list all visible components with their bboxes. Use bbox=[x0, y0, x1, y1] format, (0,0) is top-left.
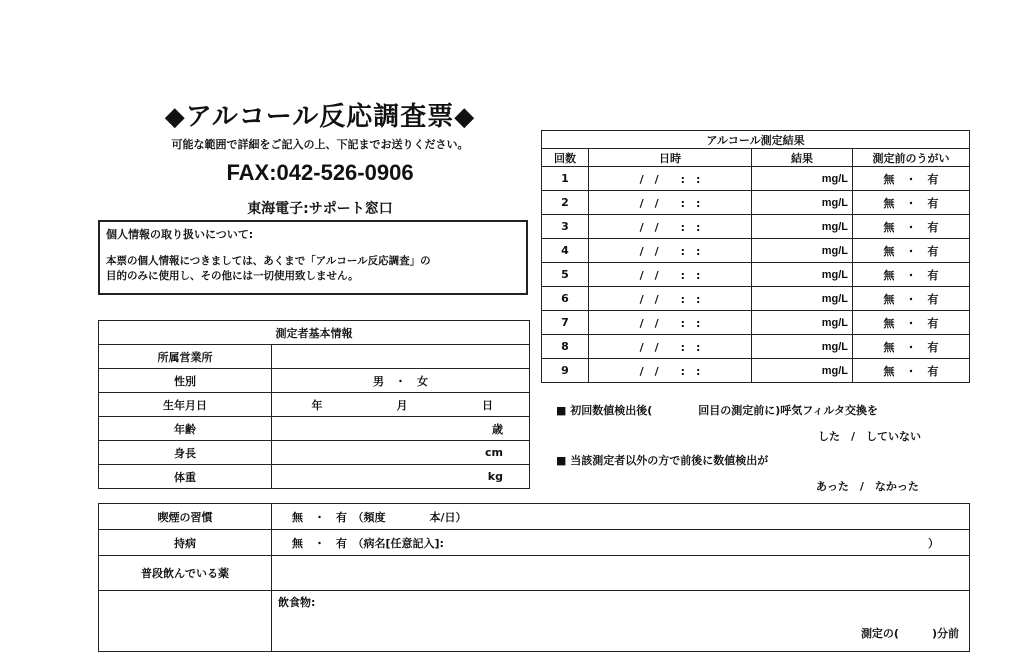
result-gargle-field[interactable]: 無 ・ 有 bbox=[853, 287, 970, 311]
filter-choice[interactable]: した / していない bbox=[818, 430, 922, 443]
other-detection-choice[interactable]: あった / なかった bbox=[816, 480, 919, 493]
result-gargle-field[interactable]: 無 ・ 有 bbox=[853, 335, 970, 359]
result-datetime-field[interactable]: / / : : bbox=[589, 311, 752, 335]
illness-value: 無 ・ 有 （病名[任意記入]: bbox=[292, 536, 444, 550]
col-result-header: 結果 bbox=[752, 149, 853, 167]
col-datetime-header: 日時 bbox=[589, 149, 752, 167]
result-value-field[interactable]: mg/L bbox=[752, 215, 853, 239]
result-value-field[interactable]: mg/L bbox=[752, 263, 853, 287]
result-value-field[interactable]: mg/L bbox=[752, 167, 853, 191]
birth-year-field[interactable]: 年 bbox=[272, 393, 363, 417]
result-row bbox=[542, 335, 970, 359]
result-count: 9 bbox=[542, 359, 589, 383]
result-datetime-field[interactable]: / / : : bbox=[589, 335, 752, 359]
result-gargle-field[interactable]: 無 ・ 有 bbox=[853, 167, 970, 191]
basic-info-table bbox=[98, 320, 530, 489]
result-row bbox=[542, 239, 970, 263]
result-datetime-field[interactable]: / / : : bbox=[589, 359, 752, 383]
smoking-field[interactable]: 無 ・ 有 （頻度 本/日） bbox=[272, 504, 970, 530]
result-row bbox=[542, 311, 970, 335]
fax-number: FAX:042-526-0906 bbox=[226, 160, 414, 185]
gender-field[interactable]: 男 ・ 女 bbox=[272, 369, 530, 393]
result-gargle-field[interactable]: 無 ・ 有 bbox=[853, 359, 970, 383]
illness-close: ） bbox=[928, 536, 939, 550]
privacy-title: 個人情報の取り扱いについて: bbox=[106, 228, 254, 241]
height-field[interactable]: cm bbox=[272, 441, 530, 465]
result-datetime-field[interactable]: / / : : bbox=[589, 215, 752, 239]
basic-info-header: 測定者基本情報 bbox=[99, 321, 530, 345]
result-count: 4 bbox=[542, 239, 589, 263]
result-count: 2 bbox=[542, 191, 589, 215]
result-gargle-field[interactable]: 無 ・ 有 bbox=[853, 263, 970, 287]
result-datetime-field[interactable]: / / : : bbox=[589, 263, 752, 287]
result-value-field[interactable]: mg/L bbox=[752, 359, 853, 383]
result-row bbox=[542, 263, 970, 287]
food-label: 飲食物: bbox=[278, 596, 316, 609]
privacy-body-line1: 本票の個人情報につきましては、あくまで「アルコール反応調査」の bbox=[106, 255, 431, 267]
weight-field[interactable]: kg bbox=[272, 465, 530, 489]
result-count: 7 bbox=[542, 311, 589, 335]
result-row bbox=[542, 191, 970, 215]
result-value-field[interactable]: mg/L bbox=[752, 191, 853, 215]
col-gargle-header: 測定前のうがい bbox=[853, 149, 970, 167]
result-datetime-field[interactable]: / / : : bbox=[589, 239, 752, 263]
habits-table bbox=[98, 503, 970, 652]
result-row bbox=[542, 167, 970, 191]
medicine-field[interactable] bbox=[272, 556, 970, 591]
filter-note bbox=[556, 402, 878, 418]
result-gargle-field[interactable]: 無 ・ 有 bbox=[853, 239, 970, 263]
privacy-body-line2: 目的のみに使用し、その他には一切使用致しません。 bbox=[106, 270, 359, 282]
result-value-field[interactable]: mg/L bbox=[752, 311, 853, 335]
result-datetime-field[interactable]: / / : : bbox=[589, 287, 752, 311]
birth-month-field[interactable]: 月 bbox=[362, 393, 442, 417]
birthdate-label: 生年月日 bbox=[99, 393, 272, 417]
illness-label: 持病 bbox=[99, 530, 272, 556]
result-value-field[interactable]: mg/L bbox=[752, 335, 853, 359]
result-count: 3 bbox=[542, 215, 589, 239]
company-name: 東海電子:サポート窓口 bbox=[247, 201, 393, 217]
birth-day-field[interactable]: 日 bbox=[442, 393, 530, 417]
col-count-header: 回数 bbox=[542, 149, 589, 167]
gender-label: 性別 bbox=[99, 369, 272, 393]
result-value-field[interactable]: mg/L bbox=[752, 287, 853, 311]
result-gargle-field[interactable]: 無 ・ 有 bbox=[853, 191, 970, 215]
result-gargle-field[interactable]: 無 ・ 有 bbox=[853, 215, 970, 239]
result-count: 5 bbox=[542, 263, 589, 287]
result-row bbox=[542, 215, 970, 239]
food-field[interactable] bbox=[272, 591, 970, 652]
result-row bbox=[542, 287, 970, 311]
office-field[interactable] bbox=[272, 345, 530, 369]
height-label: 身長 bbox=[99, 441, 272, 465]
office-label: 所属営業所 bbox=[99, 345, 272, 369]
result-row bbox=[542, 359, 970, 383]
result-value-field[interactable]: mg/L bbox=[752, 239, 853, 263]
illness-field[interactable] bbox=[272, 530, 970, 556]
result-datetime-field[interactable]: / / : : bbox=[589, 167, 752, 191]
results-table bbox=[541, 130, 970, 383]
food-label-cell bbox=[99, 591, 272, 652]
smoking-label: 喫煙の習慣 bbox=[99, 504, 272, 530]
form-title: ◆アルコール反応調査票◆ bbox=[164, 102, 476, 132]
result-count: 1 bbox=[542, 167, 589, 191]
result-count: 6 bbox=[542, 287, 589, 311]
filter-note-prefix: ■ 初回数値検出後( bbox=[556, 404, 653, 417]
result-datetime-field[interactable]: / / : : bbox=[589, 191, 752, 215]
other-detection-note: ■ 当該測定者以外の方で前後に数値検出が bbox=[556, 454, 769, 467]
age-label: 年齢 bbox=[99, 417, 272, 441]
results-title: アルコール測定結果 bbox=[542, 131, 970, 149]
measure-before: 測定の( )分前 bbox=[860, 627, 959, 640]
medicine-label: 普段飲んでいる薬 bbox=[99, 556, 272, 591]
form-subtitle: 可能な範囲で詳細をご記入の上、下記までお送りください。 bbox=[171, 138, 469, 151]
privacy-notice bbox=[98, 220, 528, 295]
weight-label: 体重 bbox=[99, 465, 272, 489]
result-count: 8 bbox=[542, 335, 589, 359]
age-field[interactable]: 歳 bbox=[272, 417, 530, 441]
filter-note-suffix: 回目の測定前に)呼気フィルタ交換を bbox=[698, 404, 878, 417]
result-gargle-field[interactable]: 無 ・ 有 bbox=[853, 311, 970, 335]
